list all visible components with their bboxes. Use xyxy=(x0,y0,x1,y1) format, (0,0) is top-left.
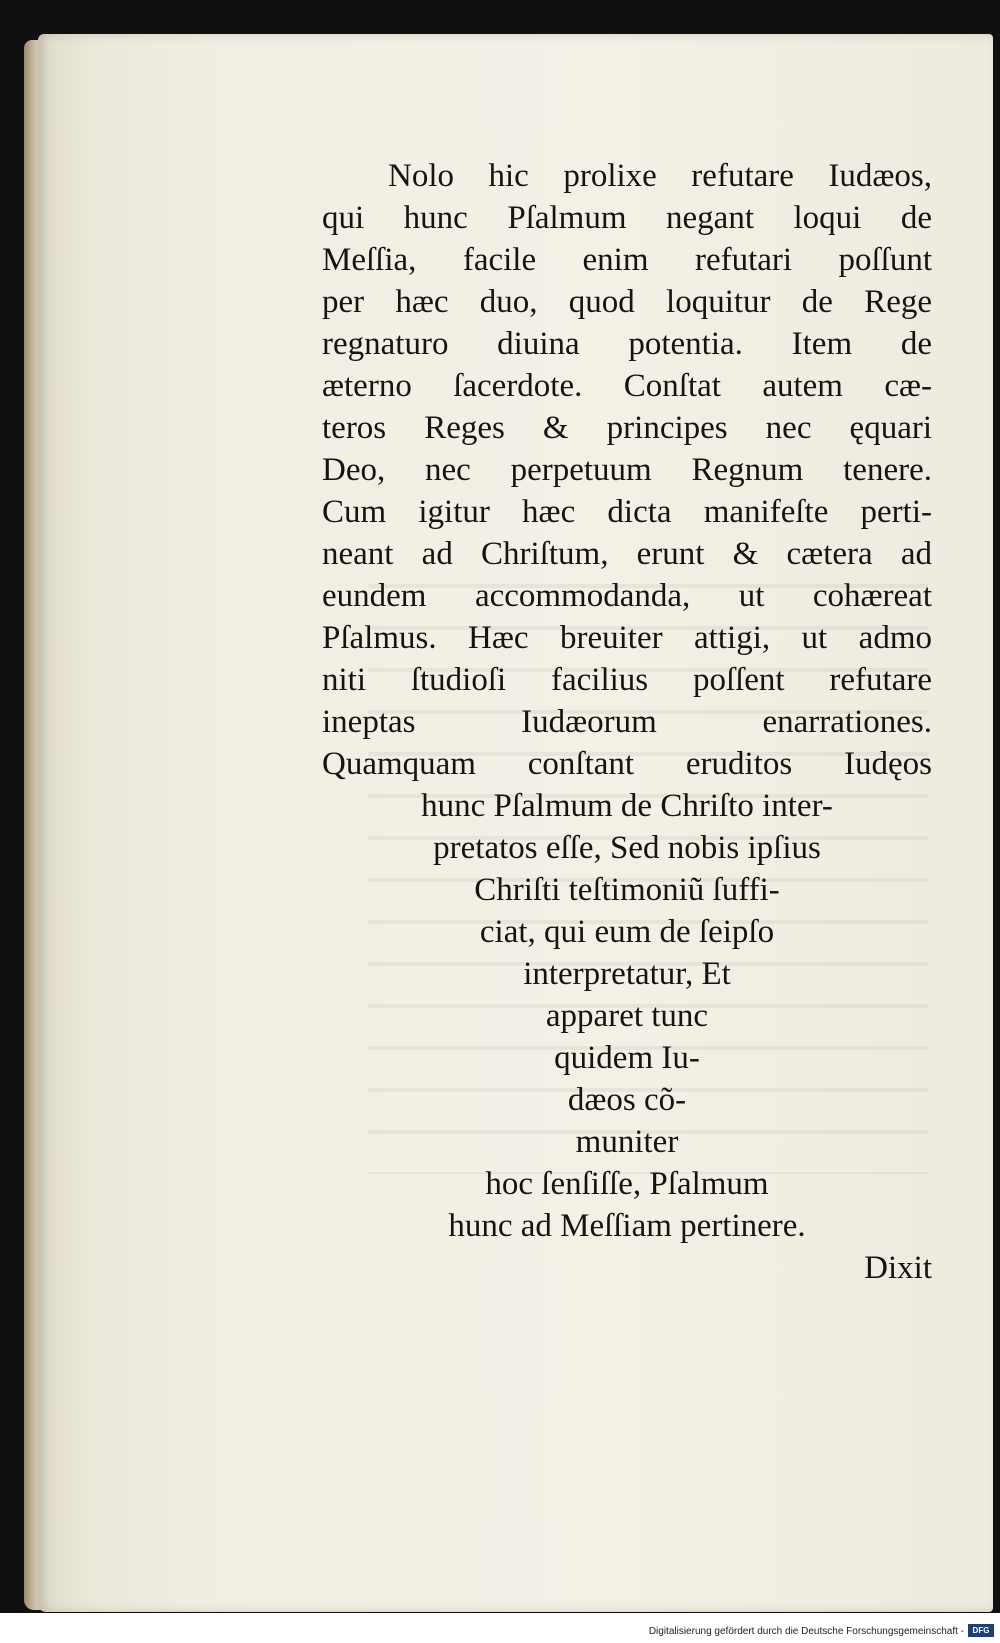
text-line: niti ſtudioſi facilius poſſent refutare xyxy=(322,662,932,698)
text-line: hunc ad Meſſiam pertinere. xyxy=(448,1208,806,1244)
text-line: æterno ſacerdote. Conſtat autem cæ- xyxy=(322,368,932,404)
footer-credit: Digitalisierung gefördert durch die Deutsche Forschungsgemeinschaft - xyxy=(648,1626,964,1637)
text-line: ineptas Iudæorum enarrationes. xyxy=(322,704,932,740)
dfg-logo-icon: DFG xyxy=(968,1624,994,1637)
body-text xyxy=(322,155,932,1289)
text-line: Quamquam conſtant eruditos Iudęos xyxy=(322,746,932,782)
text-line: teros Reges & principes nec ęquari xyxy=(322,410,932,446)
text-line: ciat, qui eum de ſeipſo xyxy=(479,914,775,950)
text-line: Cum igitur hæc dicta manifeſte perti- xyxy=(322,494,932,530)
text-line: Pſalmus. Hæc breuiter attigi, ut admo xyxy=(322,620,932,656)
text-line: Chriſti teſtimoniũ ſuffi- xyxy=(474,872,780,908)
text-line: pretatos eſſe, Sed nobis ipſius xyxy=(433,830,821,866)
text-line: dæos cõ- xyxy=(567,1082,687,1118)
text-line: apparet tunc xyxy=(545,998,709,1034)
text-line: quidem Iu- xyxy=(554,1040,700,1076)
text-line: regnaturo diuina potentia. Item de xyxy=(322,326,932,362)
catchword: Dixit xyxy=(864,1250,932,1286)
text-line: eundem accommodanda, ut cohæreat xyxy=(322,578,932,614)
text-line: hunc Pſalmum de Chriſto inter- xyxy=(421,788,833,824)
text-line: Deo, nec perpetuum Regnum tenere. xyxy=(322,452,932,488)
text-line: neant ad Chriſtum, erunt & cætera ad xyxy=(322,536,932,572)
text-line: muniter xyxy=(575,1124,679,1160)
text-line: Meſſia, facile enim refutari poſſunt xyxy=(322,242,932,278)
text-line: qui hunc Pſalmum negant loqui de xyxy=(322,200,932,236)
text-line: hoc ſenſiſſe, Pſalmum xyxy=(485,1166,769,1202)
text-line: Nolo hic prolixe refutare Iudæos, xyxy=(388,158,932,194)
text-line: per hæc duo, quod loquitur de Rege xyxy=(322,284,932,320)
text-line: interpretatur, Et xyxy=(523,956,731,992)
footer-bar xyxy=(0,1613,1000,1643)
